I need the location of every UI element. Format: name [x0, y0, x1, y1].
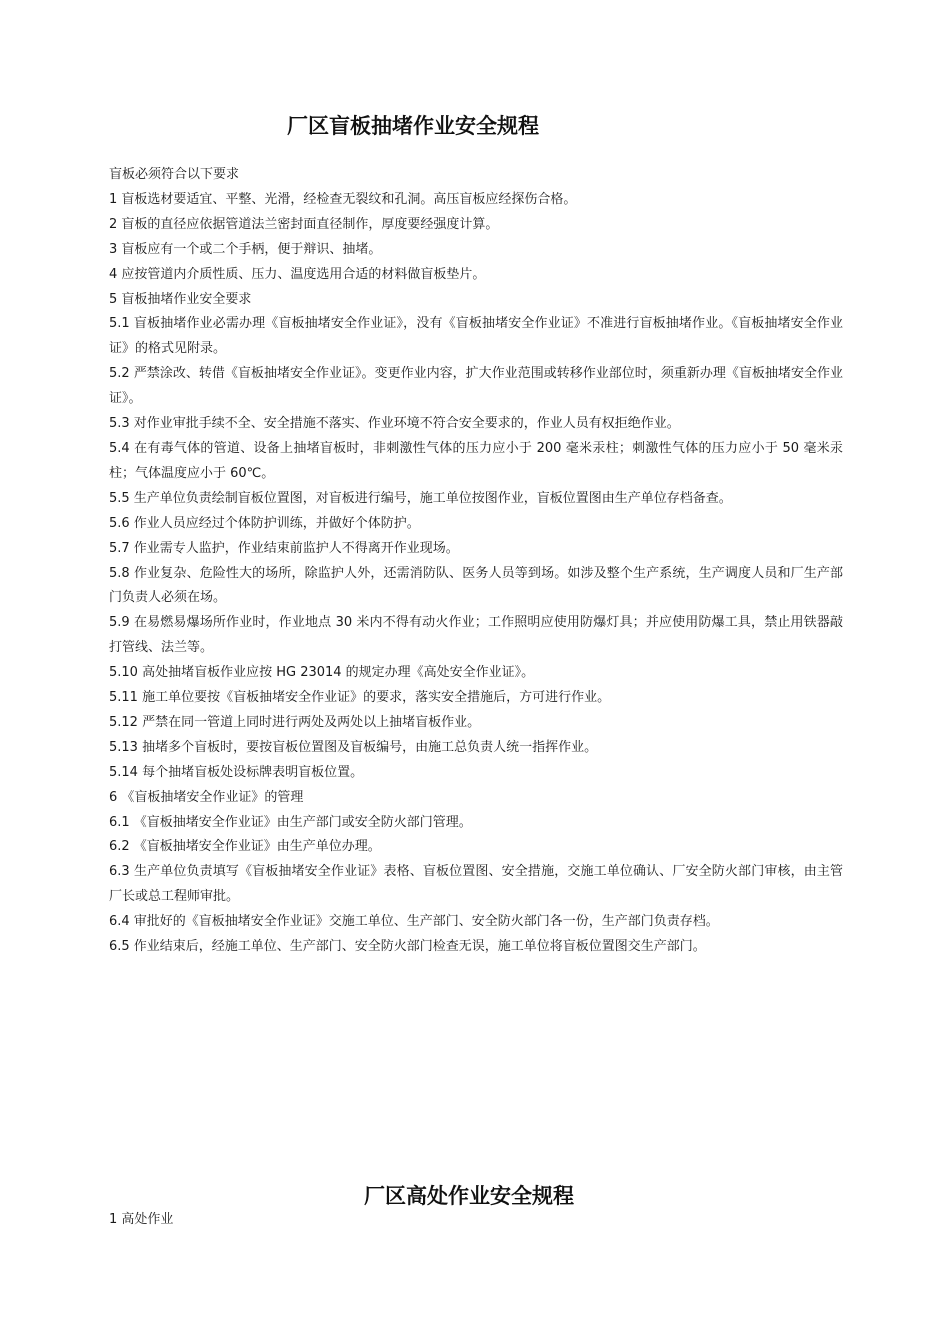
paragraph: 5.3 对作业审批手续不全、安全措施不落实、作业环境不符合安全要求的，作业人员有权拒绝作业。 [109, 416, 680, 432]
paragraph: 1 盲板选材要适宜、平整、光滑，经检查无裂纹和孔洞。高压盲板应经探伤合格。 [109, 191, 577, 207]
paragraph: 5.7 作业需专人监护，作业结束前监护人不得离开作业现场。 [109, 540, 459, 556]
paragraph: 5.1 盲板抽堵作业必需办理《盲板抽堵安全作业证》，没有《盲板抽堵安全作业证》不准进行盲板抽堵作业。《盲板抽堵安全作业证》的格式见附录。 [109, 316, 843, 357]
paragraph: 5.5 生产单位负责绘制盲板位置图，对盲板进行编号，施工单位按图作业，盲板位置图由生产单位存档备查。 [109, 490, 732, 506]
document-title-blind-plate: 厂区盲板抽堵作业安全规程 [287, 114, 539, 138]
paragraph: 6.3 生产单位负责填写《盲板抽堵安全作业证》表格、盲板位置图、安全措施，交施工单位确认、厂安全防火部门审核，由主管厂长或总工程师审批。 [109, 864, 843, 905]
paragraph: 6.4 审批好的《盲板抽堵安全作业证》交施工单位、生产部门、安全防火部门各一份，生产部门负责存档。 [109, 914, 719, 930]
paragraph: 5.12 严禁在同一管道上同时进行两处及两处以上抽堵盲板作业。 [109, 714, 481, 730]
paragraph: 5.11 施工单位要按《盲板抽堵安全作业证》的要求，落实安全措施后，方可进行作业。 [109, 690, 611, 706]
blind-plate-rules-section [109, 163, 843, 960]
work-at-height-rules-section [109, 1208, 843, 1233]
paragraph: 1 高处作业 [109, 1212, 174, 1227]
paragraph: 6.5 作业结束后，经施工单位、生产部门、安全防火部门检查无误，施工单位将盲板位置图交生产部门。 [109, 939, 706, 955]
paragraph: 6.2 《盲板抽堵安全作业证》由生产单位办理。 [109, 839, 381, 855]
paragraph: 5.9 在易燃易爆场所作业时，作业地点 30 米内不得有动火作业；工作照明应使用防爆灯具；并应使用防爆工具，禁止用铁器敲打管线、法兰等。 [109, 615, 843, 656]
paragraph: 5.6 作业人员应经过个体防护训练，并做好个体防护。 [109, 515, 420, 531]
paragraph: 2 盲板的直径应依据管道法兰密封面直径制作，厚度要经强度计算。 [109, 216, 499, 232]
paragraph: 5.14 每个抽堵盲板处设标牌表明盲板位置。 [109, 764, 364, 780]
document-title-work-at-height: 厂区高处作业安全规程 [364, 1184, 574, 1208]
paragraph: 4 应按管道内介质性质、压力、温度选用合适的材料做盲板垫片。 [109, 266, 486, 282]
paragraph: 3 盲板应有一个或二个手柄，便于辩识、抽堵。 [109, 241, 382, 257]
paragraph: 5.4 在有毒气体的管道、设备上抽堵盲板时，非刺激性气体的压力应小于 200 毫米汞柱；刺激性气体的压力应小于 50 毫米汞柱；气体温度应小于 60℃。 [109, 440, 843, 481]
paragraph: 5 盲板抽堵作业安全要求 [109, 291, 252, 307]
paragraph: 盲板必须符合以下要求 [109, 167, 240, 182]
paragraph: 6.1 《盲板抽堵安全作业证》由生产部门或安全防火部门管理。 [109, 814, 472, 830]
paragraph: 6 《盲板抽堵安全作业证》的管理 [109, 789, 304, 805]
paragraph: 5.10 高处抽堵盲板作业应按 HG 23014 的规定办理《高处安全作业证》。 [109, 665, 535, 681]
paragraph: 5.8 作业复杂、危险性大的场所，除监护人外，还需消防队、医务人员等到场。如涉及整个生产系统，生产调度人员和厂生产部门负责人必须在场。 [109, 565, 843, 606]
paragraph: 5.2 严禁涂改、转借《盲板抽堵安全作业证》。变更作业内容，扩大作业范围或转移作业部位时，须重新办理《盲板抽堵安全作业证》。 [109, 366, 843, 407]
paragraph: 5.13 抽堵多个盲板时，要按盲板位置图及盲板编号，由施工总负责人统一指挥作业。 [109, 739, 598, 755]
